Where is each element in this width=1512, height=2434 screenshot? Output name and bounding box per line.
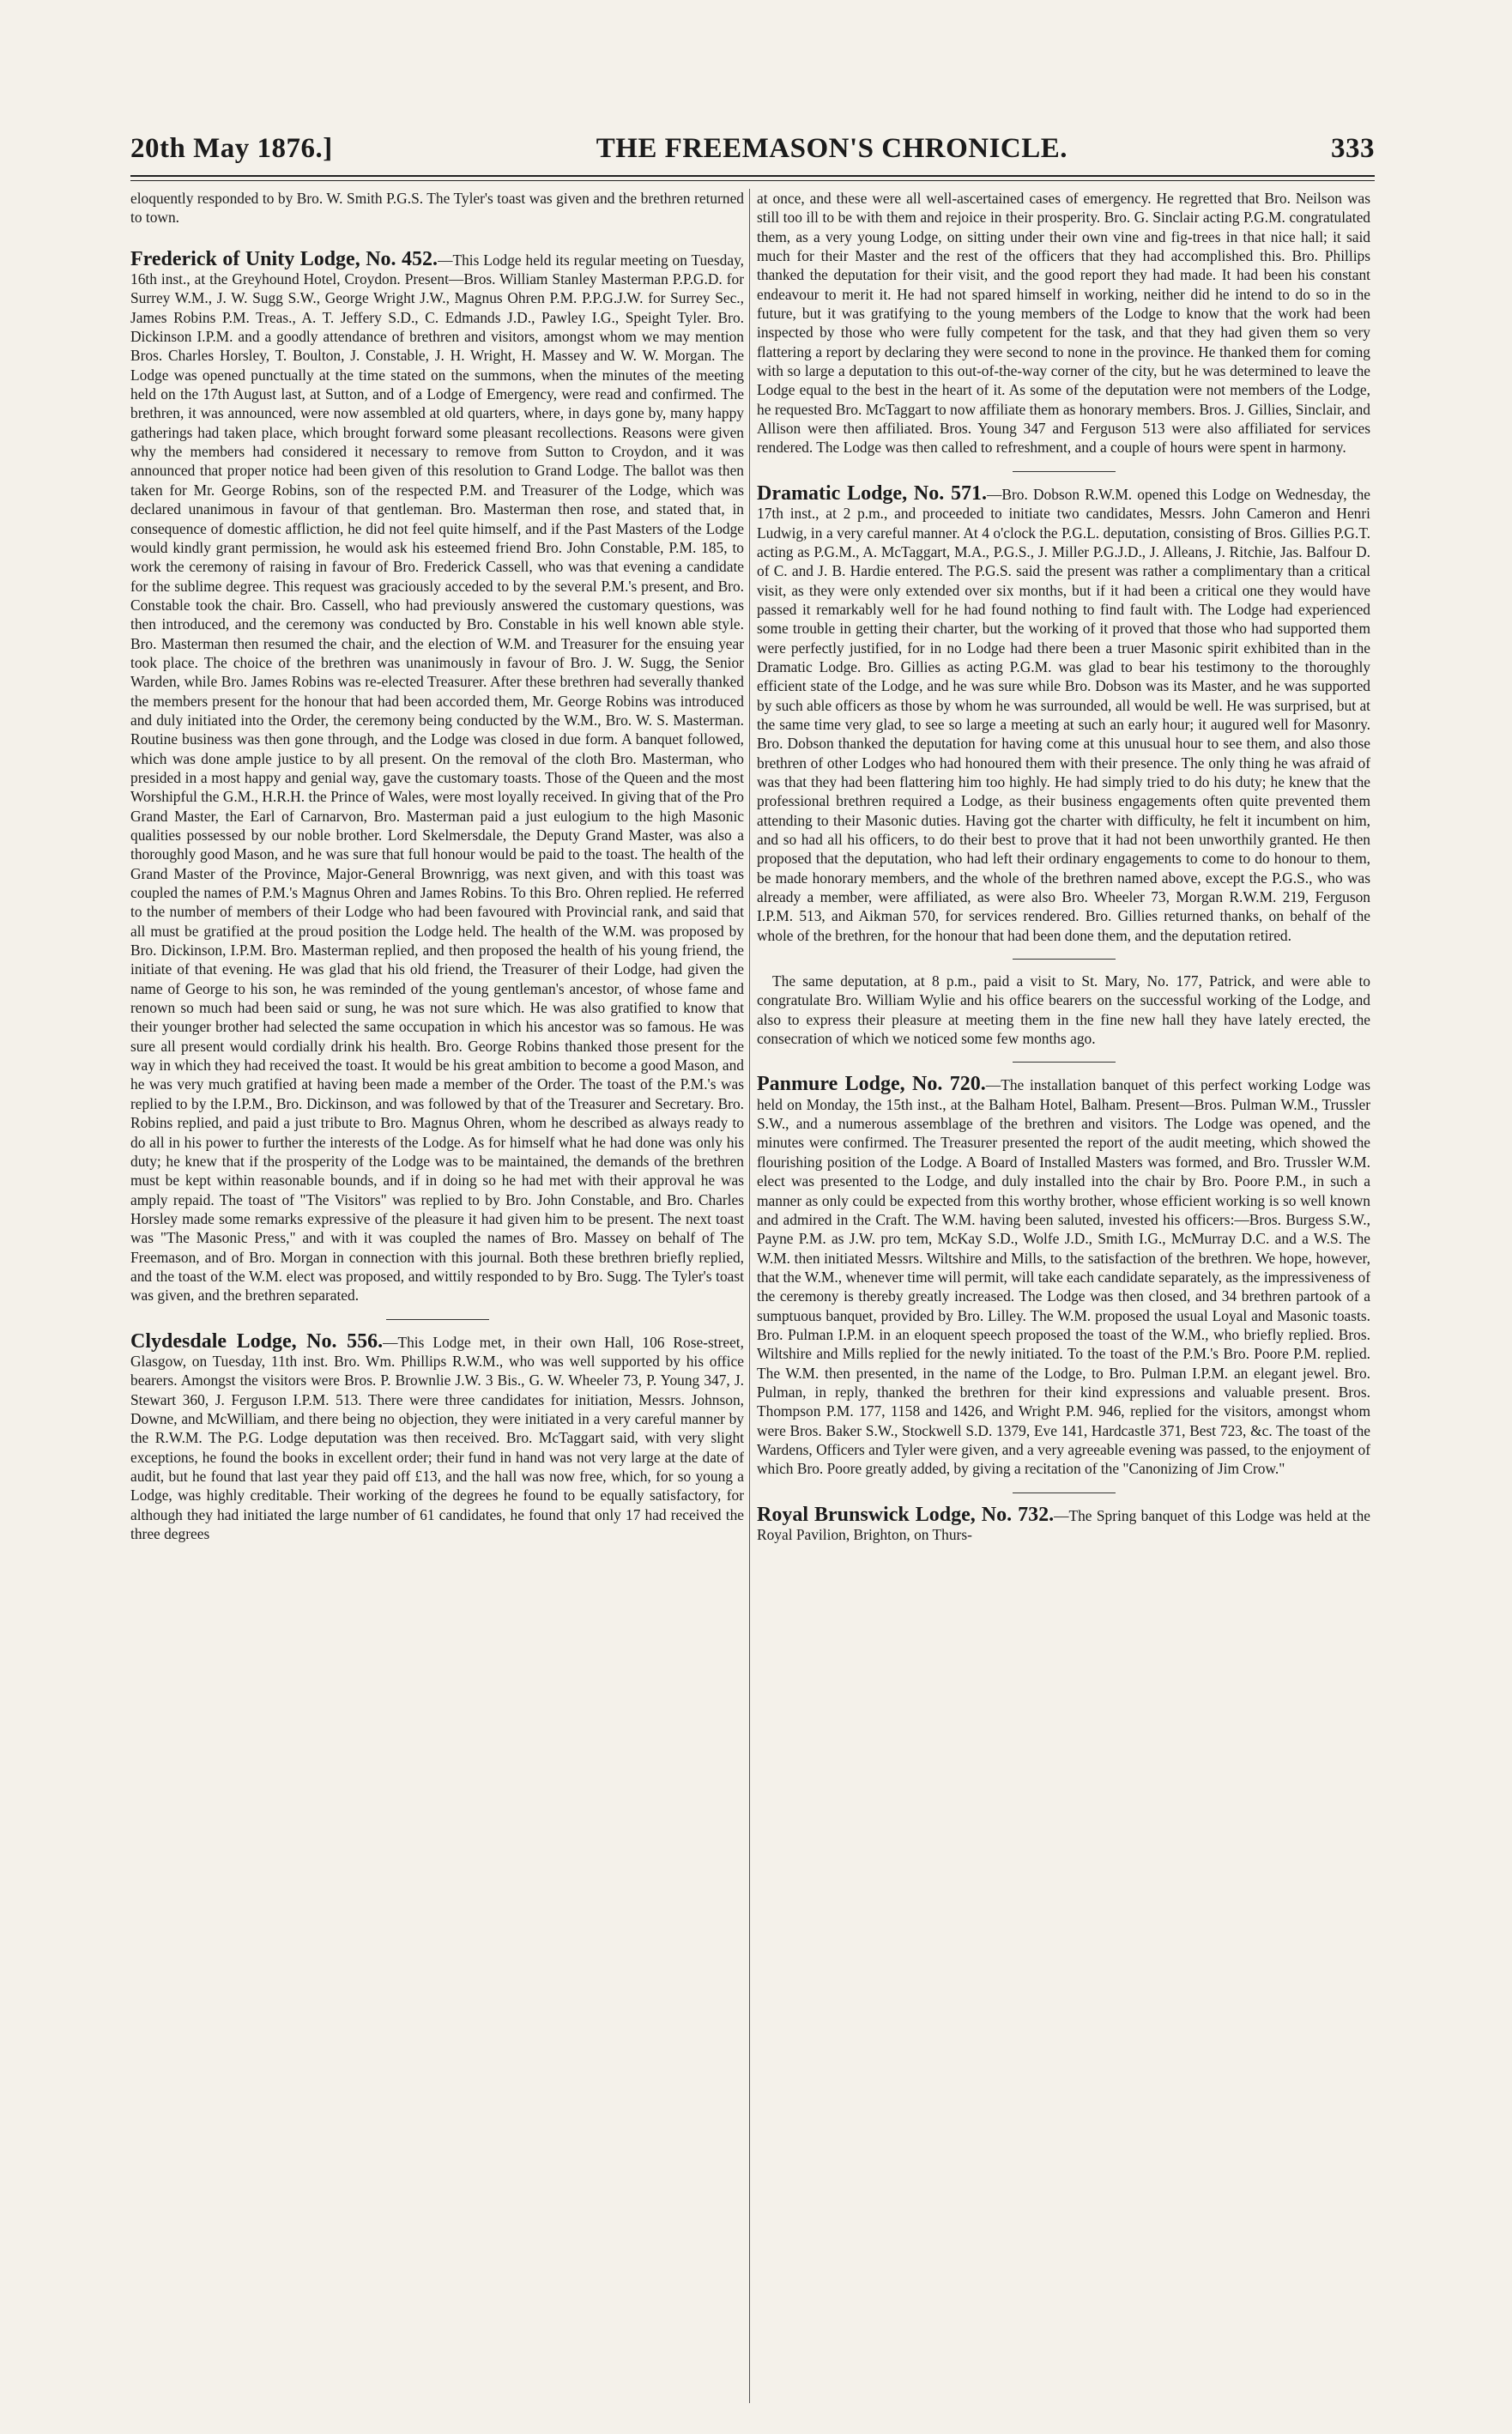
- header-rule-thin: [130, 180, 1375, 181]
- body-dramatic-lodge: —Bro. Dobson R.W.M. opened this Lodge on Wednesday, the 17th inst., at 2 p.m., and proceeded to initiate two candidates, Messrs. John Cameron and Henri Ludwig, in a very careful manner. At 4 o'clock the P.G.L. deputation, consisting of Bros. Gillies P.G.T. acting as P.G.M., A. McTaggart, M.A., P.G.S., J. Miller P.G.J.D., J. Alleans, J. Ritchie, Jas. Balfour D. of C. and J. B. Hardie entered. The P.G.S. said the present was rather a complimentary than a critical visit, as they were only extended over six months, but if it had been a critical one they would have passed it remarkably well for he had found nothing to find fault with. The Lodge had experienced some trouble in getting their charter, but the working of it proved that those who had supported them were perfectly justified, for in no Lodge had there been a truer Masonic spirit exhibited than in the Dramatic Lodge. Bro. Gillies as acting P.G.M. was glad to bear his testimony to the thoroughly efficient state of the Lodge, and he was sure while Bro. Dobson was its Master, and he was supported by such able officers as those by whom he was surrounded, all would be well. He was surprised, but at the same time very glad, to see so large a meeting at such an early hour; it augured well for Masonry. Bro. Dobson thanked the deputation for having come at this unusual hour to see them, and also those brethren of other Lodges who had honoured them with their presence. The only thing he was afraid of was that they had been flattering him too highly. He had simply tried to do his duty; he knew that the professional brethren required a Lodge, as their business engagements often quite prevented them attending to their Masonic duties. Having got the charter with difficulty, he felt it incumbent on him, and so had all his officers, to do their best to prove that it had not been unworthily granted. He then proposed that the deputation, who had left their ordinary engagements to come to do honour to them, be made honorary members, and the whole of the brethren named above, except the P.G.S., who was already a member, were affiliated, as were also Bro. Wheeler 73, Morgan R.W.M. 219, Ferguson I.P.M. 513, and Aikman 570, for services rendered. Bro. Gillies returned thanks, on behalf of the whole of the brethren, for the honour that had been done them, and the deputation retired.: [757, 485, 1370, 944]
- heading-panmure-lodge: Panmure Lodge, No. 720.: [757, 1073, 986, 1096]
- page-header: [130, 110, 1375, 165]
- body-panmure-lodge: —The installation banquet of this perfect working Lodge was held on Monday, the 15th inst., at the Balham Hotel, Balham. Present—Bros. Pulman W.M., Trussler S.W., and a numerous assemblage of the brethren and visitors. The Lodge was opened, and the minutes were confirmed. The Treasurer presented the report of the audit meeting, which showed the flourishing position of the Lodge. A Board of Installed Masters was formed, and Bro. Trussler W.M. elect was presented to the Lodge, and duly installed into the chair by Bro. Poore P.M., in such a manner as only could be expected from this worthy brother, whose efficient working is so well known and admired in the Craft. The W.M. having been saluted, invested his officers:—Bros. Burgess S.W., Payne P.M. as J.W. pro tem, McKay S.D., Wolfe J.D., Smith I.G., McMurray D.C. and a W.S. The W.M. then initiated Messrs. Wiltshire and Mills, to the satisfaction of the brethren. We hope, however, that the W.M., whenever time will permit, will take each candidate separately, as the impressiveness of the ceremony is thereby greatly increased. The Lodge was then closed, and 34 brethren partook of a sumptuous banquet, provided by Bro. Lilley. The W.M. proposed the usual Loyal and Masonic toasts. Bro. Pulman I.P.M. in an eloquent speech proposed the toast of the W.M., who briefly replied. Bros. Wiltshire and Mills replied for the newly initiated. To the toast of the P.M.'s Bro. Poore P.M. replied. The W.M. then presented, in the name of the Lodge, to Bro. Pulman I.P.M. an elegant jewel. Bro. Pulman, in reply, thanked the brethren for their kind expressions and valuable present. Bros. Thompson P.M. 177, 1158 and 1426, and Wright P.M. 946, replied for the visitors, amongst whom were Bros. Baker S.W., Stockwell S.D. 1379, Eve 141, Hardcastle 371, Best 723, &c. The toast of the Wardens, Officers and Tyler were given, and a very agreeable evening was passed, to the enjoyment of which Bro. Poore greatly added, by giving a recitation of the "Canonizing of Jim Crow.": [757, 1076, 1370, 1478]
- heading-royal-brunswick-lodge: Royal Brunswick Lodge, No. 732.: [757, 1503, 1055, 1526]
- body-clydesdale-lodge: —This Lodge met, in their own Hall, 106 Rose-street, Glasgow, on Tuesday, 11th inst. Bro. Wm. Phillips R.W.M., who was well supported by his office bearers. Amongst the visitors were Bros. P. Brownlie J.W. 3 Bis., G. W. Wheeler 73, P. Young 347, J. Stewart 360, J. Ferguson I.P.M. 513. There were three candidates for initiation, Messrs. Johnson, Downe, and McWilliam, and there being no objection, they were initiated in a very careful manner by the R.W.M. The P.G. Lodge deputation was then received. Bro. McTaggart said, with very slight exceptions, he found the books in excellent order; their fund in hand was not very large at the date of audit, but he found that last year they paid off £13, and the hall was now free, which, for so young a Lodge, was highly creditable. Their working of the degrees he found to be equally satisfactory, for although they had initiated the large number of 61 candidates, he found that only 17 had received the three degrees: [130, 1333, 744, 1543]
- article-frederick-lodge: [130, 247, 744, 1305]
- article-separator: [1013, 1492, 1116, 1493]
- article-clydesdale-lodge: [130, 1329, 744, 1544]
- article-separator: [386, 1319, 489, 1320]
- article-separator: [1013, 1062, 1116, 1063]
- left-column: [130, 189, 744, 2403]
- column-divider: [749, 189, 750, 2403]
- opening-paragraph: eloquently responded to by Bro. W. Smith P.G.S. The Tyler's toast was given and the brethren returned to town.: [130, 190, 744, 227]
- article-separator: [1013, 959, 1116, 960]
- header-rule: [130, 175, 1375, 177]
- dramatic-followup-paragraph: The same deputation, at 8 p.m., paid a visit to St. Mary, No. 177, Patrick, and were able to congratulate Bro. William Wylie and his office bearers on the successful working of the Lodge, and also to express their pleasure at meeting them in the fine new hall they have lately erected, the consecration of which we noticed some few months ago.: [757, 972, 1370, 1048]
- heading-frederick-lodge: Frederick of Unity Lodge, No. 452.: [130, 247, 438, 270]
- header-title: THE FREEMASON'S CHRONICLE.: [596, 133, 1068, 164]
- right-column: [757, 189, 1370, 2403]
- spacer: [130, 227, 744, 250]
- heading-clydesdale-lodge: Clydesdale Lodge, No. 556.: [130, 1329, 384, 1353]
- article-royal-brunswick-lodge: [757, 1505, 1370, 1545]
- header-date: 20th May 1876.]: [130, 133, 333, 164]
- continuation-clydesdale: at once, and these were all well-ascertained cases of emergency. He regretted that Bro. Neilson was still too ill to be with them and rejoice in their prosperity. Bro. G. Sinclair acting P.G.M. congratulated them, as a very young Lodge, on sitting under their own vine and fig-trees in that nice hall; it said much for their Master and the rest of the officers that they had accomplished this. Bro. Phillips thanked the deputation for their visit, and the good report they had made. It had been his constant endeavour to merit it. He had not spared himself in working, neither did he intend to do so in the future, but it was gratifying to the young members of the Lodge to know that the work had been inspected by those who were fully competent for the task, and that they had given them so very flattering a report by declaring they were second to none in the province. He thanked them for coming with so large a deputation to this out-of-the-way corner of the city, but he was determined to leave the Lodge equal to the best in the heart of it. As some of the deputation were not members of the Lodge, he requested Bro. McTaggart to now affiliate them as honorary members. Bros. J. Gillies, Sinclair, and Allison were then affiliated. Bros. Young 347 and Ferguson 513 were also affiliated for services rendered. The Lodge was then called to refreshment, and a couple of hours were spent in harmony.: [757, 190, 1370, 457]
- article-panmure-lodge: [757, 1075, 1370, 1478]
- header-page-number: 333: [1330, 133, 1375, 164]
- body-royal-brunswick-lodge: —The Spring banquet of this Lodge was held at the Royal Pavilion, Brighton, on Thurs-: [757, 1506, 1370, 1543]
- article-separator: [1013, 471, 1116, 472]
- body-frederick-lodge: —This Lodge held its regular meeting on Tuesday, 16th inst., at the Greyhound Hotel, Croydon. Present—Bros. William Stanley Masterman P.P.G.D. for Surrey W.M., J. W. Sugg S.W., George Wright J.W., Magnus Ohren P.M. P.P.G.J.W. for Surrey Sec., James Robins P.M. Treas., A. T. Jeffery S.D., C. Edmands J.D., Pawley I.G., Speight Tyler. Bro. Dickinson I.P.M. and a goodly attendance of brethren and visitors, amongst whom we may mention Bros. Charles Horsley, T. Boulton, J. Constable, J. H. Wright, H. Massey and W. W. Morgan. The Lodge was opened punctually at the time stated on the summons, when the minutes of the meeting held on the 17th August last, at Sutton, and of a Lodge of Emergency, were read and confirmed. The brethren, it was announced, were now assembled at old quarters, where, in days gone by, many happy gatherings had taken place, which brought forward some pleasant recollections. Reasons were given why the members had considered it necessary to remove from Sutton to Croydon, and it was announced that proper notice had been given of this resolution to Grand Lodge. The ballot was then taken for Mr. George Robins, son of the respected P.M. and Treasurer of the Lodge, which was declared unanimous in favour of that gentleman. Bro. Masterman then rose, and stated that, in consequence of domestic affliction, he did not feel quite himself, and if the Past Masters of the Lodge would kindly grant permission, he would ask his esteemed friend Bro. John Constable, P.M. 185, to work the ceremony of raising in favour of Bro. Frederick Cassell, who was that evening a candidate for the sublime degree. This request was graciously acceded to by the several P.M.'s present, and Bro. Constable took the chair. Bro. Cassell, who had previously answered the customary questions, was then introduced, and the ceremony was conducted by Bro. Constable in his well known able style. Bro. Masterman then resumed the chair, and the election of W.M. and Treasurer for the ensuing year took place. The choice of the brethren was unanimously in favour of Bro. J. W. Sugg, the Senior Warden, while Bro. James Robins was re-elected Treasurer. After these brethren had severally thanked the members present for the honour that had been accorded them, Mr. George Robins was introduced and duly initiated into the Order, the ceremony being conducted by the W.M., Bro. W. S. Masterman. Routine business was then gone through, and the Lodge was closed in due form. A banquet followed, which was done ample justice to by all present. On the removal of the cloth Bro. Masterman, who presided in a most happy and genial way, gave the customary toasts. Those of the Queen and the most Worshipful the G.M., H.R.H. the Prince of Wales, were most loyally received. In giving that of the Pro Grand Master, the Earl of Carnarvon, Bro. Masterman paid a just eulogium to the high Masonic qualities possessed by our noble brother. Lord Skelmersdale, the Deputy Grand Master, was also a thoroughly good Mason, and he was sure that full honour would be paid to the toast. The health of the Grand Master of the Province, Major-General Brownrigg, was next given, and with this toast was coupled the names of P.M.'s Magnus Ohren and James Robins. To this Bro. Ohren replied. He referred to the number of members of their Lodge who had been favoured with Provincial rank, and said that all must be gratified at the proud position the Lodge held. The health of the W.M. was proposed by Bro. Dickinson, I.P.M. Bro. Masterman replied, and then proposed the health of his young friend, the initiate of that evening. He was glad that his old friend, the Treasurer of their Lodge, had given the name of George to his son, he was reminded of the young gentleman's ancestor, of whose fame and renown so much had been said or sung, he was not sure which. He was also gratified to know that their younger brother had selected the same occupation in which his ancestor was so famous. He was sure all present would cordially drink his health. Bro. George Robins thanked those present for the way in which they had received the toast. It would be his great ambition to become a good Mason, and he was very much gratified at having been made a member of the Order. The toast of the P.M.'s was replied to by the I.P.M., Bro. Dickinson, and was followed by that of the Treasurer and Secretary. Bro. Robins replied, and paid a just tribute to Bro. Magnus Ohren, whom he described as always ready to do all in his power to further the interests of the Lodge. As for himself what he had done was only his duty; he knew that if the prosperity of the Lodge was to be maintained, the demands of the brethren must be kept within reasonable bounds, and if in doing so he had met with their approval he was amply repaid. The toast of "The Visitors" was replied to by Bro. John Constable, and Bro. Charles Horsley made some remarks expressive of the pleasure it had given him to be present. The next toast was "The Masonic Press," and with it was coupled the names of Bro. Massey on behalf of The Freemason, and of Bro. Morgan in connection with this journal. Both these brethren briefly replied, and the toast of the W.M. elect was proposed, and wittily responded to by Bro. Sugg. The Tyler's toast was given, and the brethren separated.: [130, 251, 744, 1305]
- heading-dramatic-lodge: Dramatic Lodge, No. 571.: [757, 481, 987, 505]
- article-dramatic-lodge: [757, 481, 1370, 945]
